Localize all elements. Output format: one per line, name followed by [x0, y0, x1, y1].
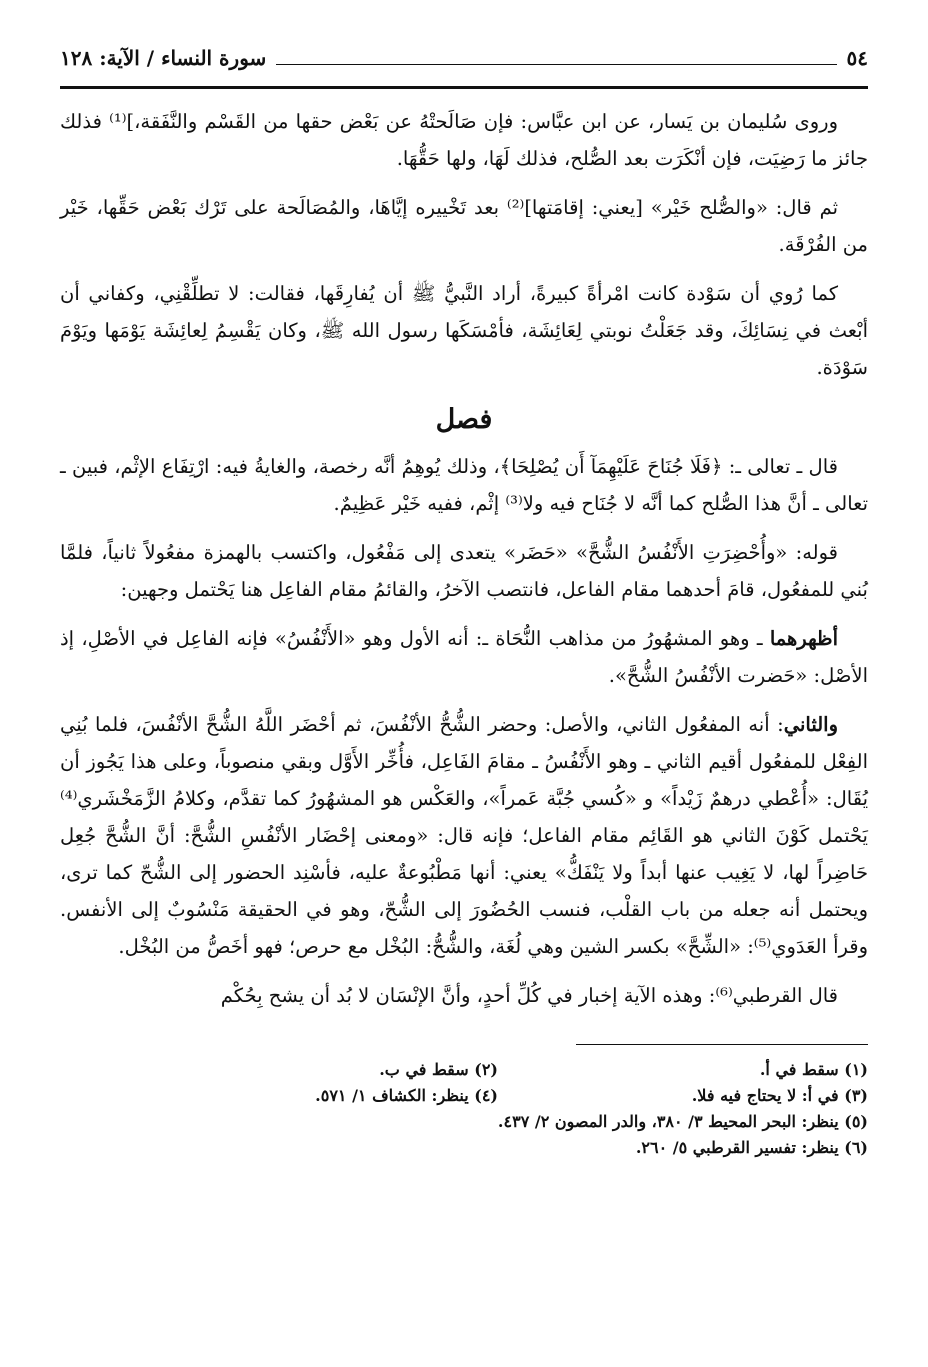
paragraph-6 [60, 620, 868, 694]
footnote-3: (٣) في أ: لا يحتاج فيه فلا. [691, 1086, 868, 1105]
section-title: فصل [435, 404, 493, 435]
paragraph-5: قوله: «وأُحْضِرَتِ الأَنْفُسُ الشُّحَّ» «حَضَر» يتعدى إلى مَفْعُول، واكتسب بالهمزة مفعُولاً ثانياً، فلمَّا بُني للمفعُول، قامَ أحدهما مقام الفاعل، فانتصب الآخرُ، والقائمُ مقام الفاعِل هنا يَحْتمل وجهين: [60, 541, 868, 601]
footnote-5: (٥) ينظر: البحر المحيط ٣/ ٣٨٠، والدر المصون ٢/ ٤٣٧. [497, 1112, 868, 1131]
footnote-rule [576, 1044, 868, 1045]
footnote-4: (٤) ينظر: الكشاف ١/ ٥٧١. [315, 1086, 498, 1105]
paragraph-1: وروى سُليمان بن يَسار، عن ابن عبَّاس: فإن صَالَحتْهُ عن بَعْض حقها من القَسْم والنَّفَقة،]⁽¹⁾ فذلك جائز ما رَضِيَت، فإن أنْكَرَت بعد الصُّلح، فذلك لَهَا، ولها حَقُّهَا. [60, 110, 868, 170]
running-title: سورة النساء / الآية: ١٢٨ [60, 46, 267, 70]
paragraph-7 [60, 706, 868, 965]
header-rule [60, 86, 868, 89]
paragraph-8: قال القرطبي⁽⁶⁾: وهذه الآية إخبار في كُلِّ أحدٍ، وأنَّ الإنْسَان لا بُد أن يشح بِحُكْم [220, 984, 838, 1007]
footnote-1: (١) سقط في أ. [759, 1060, 868, 1079]
footnote-row [60, 1057, 868, 1083]
paragraph-7-lead: والثاني [783, 713, 838, 736]
paragraph-6-text: ـ وهو المشهُورُ من مذاهب النُّحَاة ـ: أنه الأول وهو «الأَنْفُسُ» فإنه الفاعِل في الأصْلِ، إذ الأصْل: «حَضرت الأنْفُسُ الشُّحَّ». [60, 627, 868, 687]
paragraph-6-lead: أظهرهما [769, 627, 838, 650]
footnote-row [60, 1083, 868, 1109]
footnote-6: (٦) ينظر: تفسير القرطبي ٥/ ٢٦٠. [635, 1138, 868, 1157]
paragraph-4: قال ـ تعالى ـ: ﴿فَلَا جُنَاحَ عَلَيْهِمَآ أَن يُصْلِحَا﴾، وذلك يُوهِمُ أنَّه رخصة، والغايةُ فيه: ارْتِفَاع الإثْم، فبين ـ تعالى ـ أنَّ هذا الصُّلح كما أنَّه لا جُنَاح فيه ولا⁽³⁾ إثْم، ففيه خَيْر عَظِيمٌ. [60, 455, 868, 515]
header-leader-line [276, 64, 836, 65]
paragraph-3: كما رُوي أن سَوْدة كانت امْرأةً كبيرةً، أراد النَّبيُّ ﷺ أن يُفارِقَها، فقالت: لا تطلِّقْنِي، وكفاني أن أبْعث في نِسَائِكَ، وقد جَعَلْتُ نوبتي لِعَائِشَة، فأمْسَكَها رسول الله ﷺ، وكان يَقْسِمُ لِعائِشَة يَوْمَها ويَوْمَ سَوْدَة. [60, 282, 868, 379]
paragraph-7-text: : أنه المفعُول الثاني، والأصل: وحضر الشُّحُّ الأنْفُسَ، ثم أحْضَر اللَّهُ الشُّحَّ الأنْفُسَ، فلما بُنِي الفِعْل للمفعُول أقيم الثاني ـ وهو الأَنْفُسُ ـ مقامَ الفَاعِل، فأُخِّر الأَوَّل وبقي منصوباً، وعلى هذا يَجُوز أن يُقَال: «أُعْطي درهمٌ زَيْداً» و «كُسي جُبَّة عَمراً»، والعَكْس هو المشهُورُ كما تقدَّم، وكلامُ الزَّمَخْشَري⁽⁴⁾ يَحْتمل كَوْنَ الثاني هو القَائِم مقام الفاعل؛ فإنه قال: «ومعنى إحْضَار الأنْفُسِ الشُّحَّ: أنَّ الشُّحَّ جُعِل حَاضِراً لها، لا يَغِيب عنها أبداً ولا يَنْفَكُّ» يعني: أنها مَطْبُوعةٌ عليه، فأسْنِد الحضور إلى الشُّحّ كما ترى، ويحتمل أنه جعله من باب القلْب، فنسب الحُضُورَ إلى الشُّحّ، وهو في الحقيقة مَنْسُوبٌ إلى الأنفس. وقرأ العَدَوي⁽⁵⁾: «الشِّحَّ» بكسر الشين وهي لُغَة، والشُّحُّ: البُخْل مع حرص؛ فهو أخَصُّ من البُخْل. [60, 713, 868, 958]
page-number: ٥٤ [846, 46, 868, 70]
page [60, 30, 868, 1161]
footnote-2: (٢) سقط في ب. [379, 1060, 498, 1079]
main-text [60, 103, 868, 1014]
running-header [60, 30, 868, 86]
paragraph-2: ثم قال: «والصُّلح خَيْر» [يعني: إقامَتها]⁽²⁾ بعد تَخْييره إيَّاهَا، والمُصَالَحة على تَرْك بَعْض حَقِّها، خَيْر من الفُرْقَة. [60, 196, 868, 256]
footnotes [60, 1057, 868, 1161]
